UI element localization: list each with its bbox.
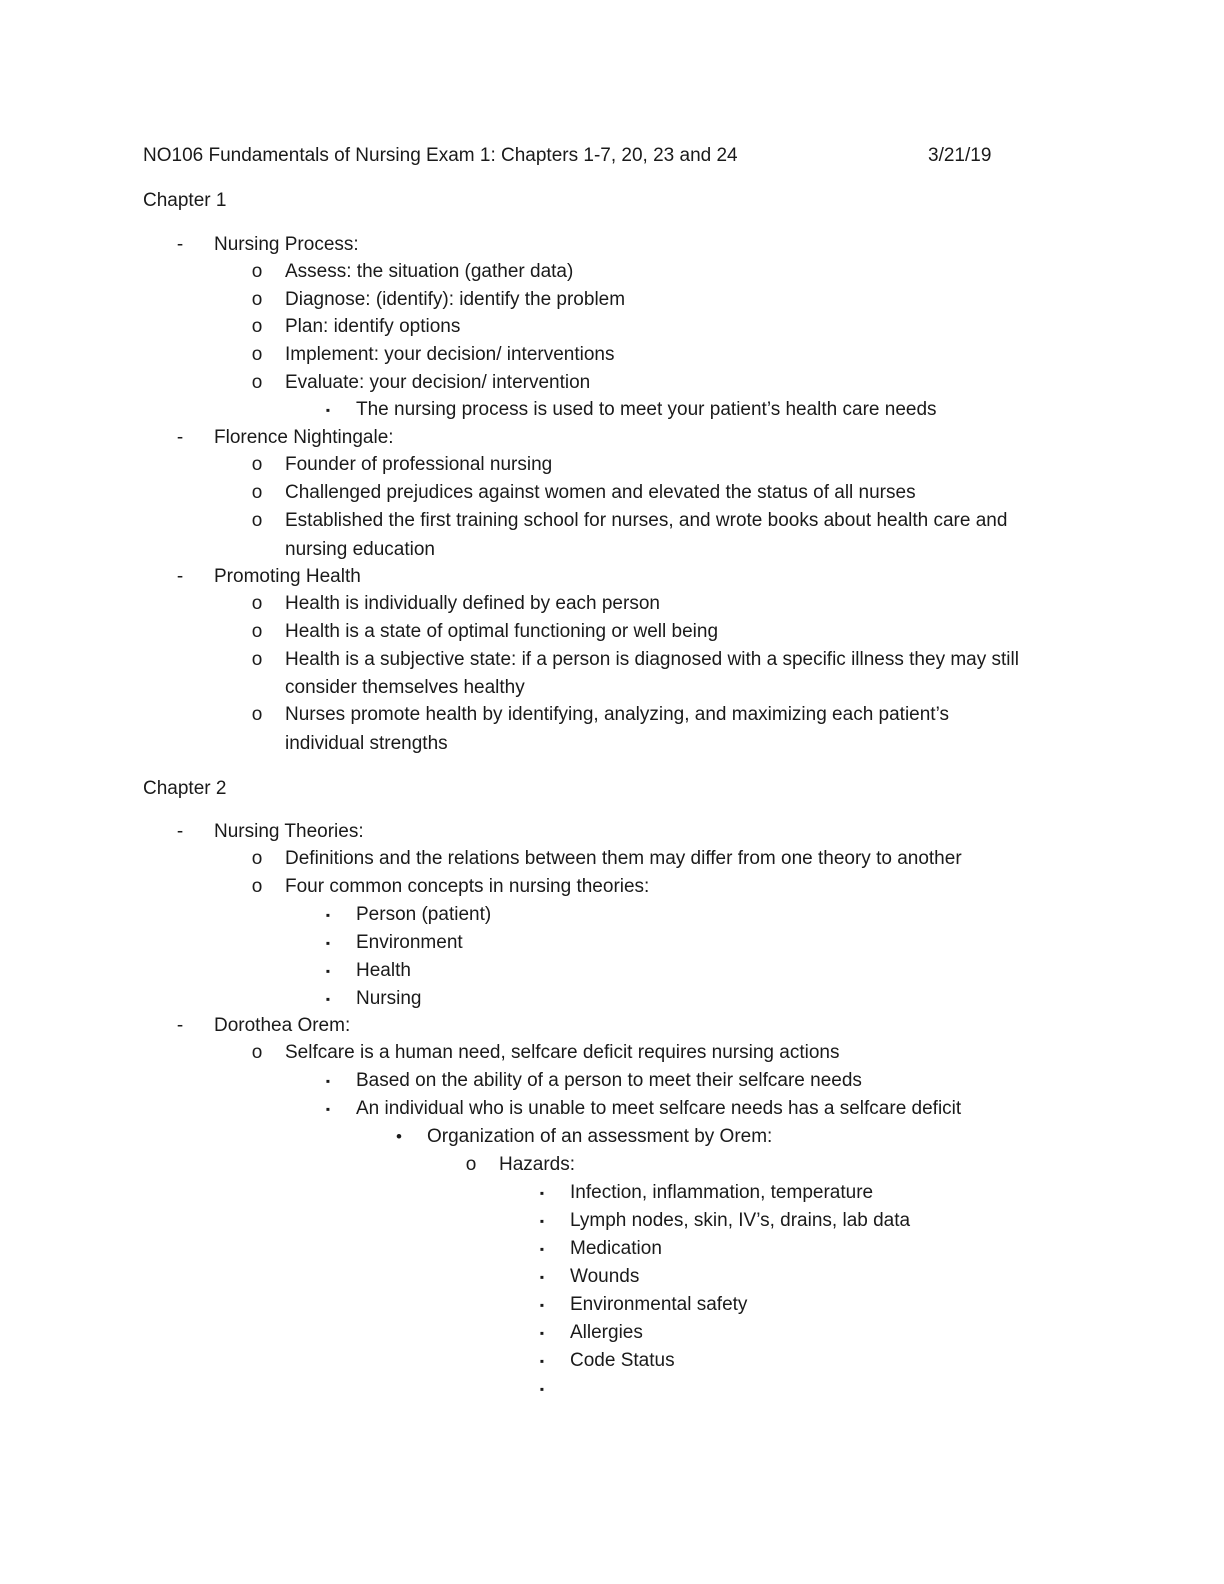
circle-bullet: o <box>251 876 263 897</box>
chapter-1-heading: Chapter 1 <box>143 190 227 211</box>
list-item: Health is a subjective state: if a person is diagnosed with a specific illness they may still <box>285 649 1019 670</box>
circle-bullet: o <box>465 1154 477 1175</box>
square-bullet: ▪ <box>325 403 331 417</box>
chapter-2-heading: Chapter 2 <box>143 778 227 799</box>
circle-bullet: o <box>251 261 263 282</box>
nightingale-label: Florence Nightingale: <box>214 427 394 448</box>
list-item-continuation: individual strengths <box>285 733 448 754</box>
square-bullet: ▪ <box>539 1326 545 1340</box>
square-bullet: ▪ <box>325 1102 331 1116</box>
square-bullet: ▪ <box>539 1354 545 1368</box>
list-item: Diagnose: (identify): identify the problem <box>285 289 626 310</box>
list-item: Challenged prejudices against women and elevated the status of all nurses <box>285 482 916 503</box>
list-item: Infection, inflammation, temperature <box>570 1182 874 1203</box>
list-item: Organization of an assessment by Orem: <box>427 1126 773 1147</box>
list-item: Environmental safety <box>570 1294 748 1315</box>
circle-bullet: o <box>251 1042 263 1063</box>
circle-bullet: o <box>251 482 263 503</box>
circle-bullet: o <box>251 593 263 614</box>
circle-bullet: o <box>251 848 263 869</box>
square-bullet: ▪ <box>325 908 331 922</box>
list-item: Medication <box>570 1238 662 1259</box>
circle-bullet: o <box>251 649 263 670</box>
list-item-continuation: nursing education <box>285 539 435 560</box>
square-bullet: ▪ <box>325 1074 331 1088</box>
square-bullet: ▪ <box>539 1270 545 1284</box>
list-item: Nurses promote health by identifying, analyzing, and maximizing each patient’s <box>285 704 949 725</box>
dash-bullet: - <box>176 821 184 842</box>
square-bullet: ▪ <box>325 992 331 1006</box>
dash-bullet: - <box>176 234 184 255</box>
square-bullet: ▪ <box>539 1298 545 1312</box>
circle-bullet: o <box>251 344 263 365</box>
list-item: Environment <box>356 932 463 953</box>
circle-bullet: o <box>251 621 263 642</box>
promoting-health-label: Promoting Health <box>214 566 361 587</box>
square-bullet: ▪ <box>539 1186 545 1200</box>
nursing-theories-label: Nursing Theories: <box>214 821 364 842</box>
circle-bullet: o <box>251 454 263 475</box>
document-date: 3/21/19 <box>928 145 992 166</box>
dash-bullet: - <box>176 427 184 448</box>
square-bullet: ▪ <box>539 1242 545 1256</box>
circle-bullet: o <box>251 372 263 393</box>
circle-bullet: o <box>251 316 263 337</box>
list-item: Plan: identify options <box>285 316 461 337</box>
square-bullet: ▪ <box>325 964 331 978</box>
dot-bullet: • <box>396 1127 402 1146</box>
orem-label: Dorothea Orem: <box>214 1015 351 1036</box>
list-item: Wounds <box>570 1266 640 1287</box>
square-bullet: ▪ <box>325 936 331 950</box>
list-item: Definitions and the relations between them may differ from one theory to another <box>285 848 962 869</box>
list-item: Health <box>356 960 411 981</box>
list-item: Selfcare is a human need, selfcare deficit requires nursing actions <box>285 1042 840 1063</box>
list-item: Allergies <box>570 1322 643 1343</box>
list-item: Evaluate: your decision/ intervention <box>285 372 591 393</box>
nursing-process-label: Nursing Process: <box>214 234 359 255</box>
circle-bullet: o <box>251 704 263 725</box>
list-item: Assess: the situation (gather data) <box>285 261 574 282</box>
square-bullet: ▪ <box>539 1382 545 1396</box>
list-item: Founder of professional nursing <box>285 454 553 475</box>
list-item: Implement: your decision/ interventions <box>285 344 615 365</box>
list-item: Established the first training school for nurses, and wrote books about health care and <box>285 510 1008 531</box>
circle-bullet: o <box>251 289 263 310</box>
list-item: Health is a state of optimal functioning or well being <box>285 621 719 642</box>
dash-bullet: - <box>176 1015 184 1036</box>
list-item: The nursing process is used to meet your patient’s health care needs <box>356 399 937 420</box>
hazards-label: Hazards: <box>499 1154 576 1175</box>
circle-bullet: o <box>251 510 263 531</box>
list-item: Based on the ability of a person to meet their selfcare needs <box>356 1070 862 1091</box>
list-item: Nursing <box>356 988 422 1009</box>
list-item: Health is individually defined by each person <box>285 593 660 614</box>
document-title: NO106 Fundamentals of Nursing Exam 1: Chapters 1-7, 20, 23 and 24 <box>143 145 738 166</box>
list-item: An individual who is unable to meet selfcare needs has a selfcare deficit <box>356 1098 962 1119</box>
list-item: Lymph nodes, skin, IV’s, drains, lab data <box>570 1210 911 1231</box>
list-item: Code Status <box>570 1350 675 1371</box>
list-item: Four common concepts in nursing theories: <box>285 876 650 897</box>
dash-bullet: - <box>176 566 184 587</box>
list-item-continuation: consider themselves healthy <box>285 677 525 698</box>
list-item: Person (patient) <box>356 904 492 925</box>
square-bullet: ▪ <box>539 1214 545 1228</box>
